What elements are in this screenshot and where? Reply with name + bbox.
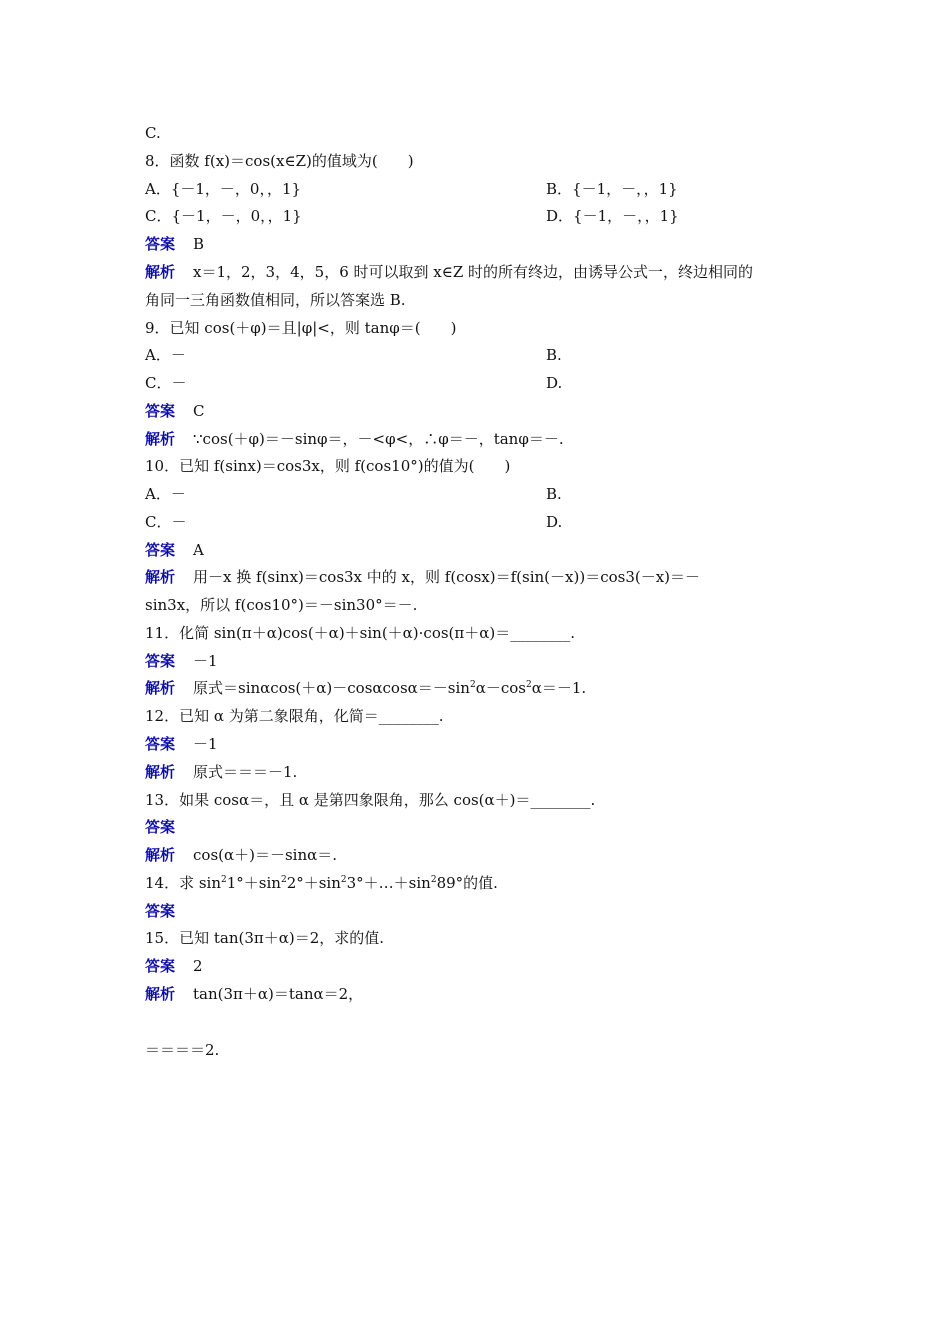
answer-line (145, 540, 204, 560)
option-c: C．{－1，－，0，，1} (145, 207, 302, 225)
analysis-label: 解析 (145, 568, 176, 586)
analysis-label: 解析 (145, 763, 176, 781)
option-c: C．－ (145, 513, 187, 531)
analysis-label: 解析 (145, 430, 176, 448)
answer-line (145, 401, 205, 421)
superscript: 2 (280, 875, 287, 885)
question-text: 14．求 sin (145, 874, 222, 892)
answer-line (145, 901, 175, 921)
text-line: ＝＝＝＝2. (145, 1041, 220, 1059)
text-line: C. (145, 124, 161, 142)
answer-label: 答案 (145, 235, 176, 253)
answer-label: 答案 (145, 652, 176, 670)
answer-line (145, 651, 218, 671)
question-10: 10．已知 f(sinx)＝cos3x，则 f(cos10°)的值为( ) (145, 457, 511, 475)
answer-label: 答案 (145, 957, 176, 975)
option-c: C．－ (145, 374, 187, 392)
answer-value: －1 (193, 735, 218, 753)
option-a: A．－ (145, 485, 186, 503)
option-b: B. (546, 485, 562, 503)
answer-value: B (193, 235, 205, 253)
superscript: 2 (469, 680, 476, 690)
analysis-line (145, 429, 564, 449)
superscript: 2 (221, 875, 227, 885)
question-text: 2°＋sin (286, 874, 341, 892)
question-9: 9．已知 cos(＋φ)＝且|φ|<，则 tanφ＝( ) (145, 319, 457, 337)
analysis-label: 解析 (145, 985, 176, 1003)
analysis-text: α＝－1. (531, 679, 587, 697)
answer-label: 答案 (145, 735, 176, 753)
answer-line (145, 734, 218, 754)
answer-line (145, 817, 175, 837)
answer-value: A (193, 541, 204, 559)
analysis-line (145, 262, 753, 282)
analysis-label: 解析 (145, 846, 176, 864)
question-13: 13．如果 cosα＝，且 α 是第四象限角，那么 cos(α＋)＝________. (145, 791, 596, 809)
analysis-line (145, 762, 297, 782)
question-text: 1°＋sin (226, 874, 281, 892)
analysis-text: 原式＝sinαcos(＋α)－cosαcosα＝－sin (193, 679, 470, 697)
question-text: 89°的值. (436, 874, 498, 892)
question-text: 3°＋…＋sin (346, 874, 431, 892)
analysis-label: 解析 (145, 263, 176, 281)
analysis-line (145, 845, 337, 865)
analysis-text: tan(3π＋α)＝tanα＝2， (193, 985, 364, 1003)
answer-label: 答案 (145, 818, 176, 836)
analysis-text: 原式＝＝＝－1. (193, 763, 298, 781)
superscript: 2 (525, 680, 532, 690)
option-a: A．－ (145, 346, 186, 364)
analysis-line (145, 567, 700, 587)
analysis-text: ∵cos(＋φ)＝－sinφ＝，－<φ<，∴φ＝－，tanφ＝－. (193, 430, 564, 448)
answer-label: 答案 (145, 902, 176, 920)
option-d: D．{－1，－，，1} (546, 207, 679, 225)
superscript: 2 (340, 875, 347, 885)
analysis-label: 解析 (145, 679, 176, 697)
question-15: 15．已知 tan(3π＋α)＝2，求的值. (145, 929, 385, 947)
question-8: 8．函数 f(x)＝cos(x∈Z)的值域为( ) (145, 152, 414, 170)
analysis-text: 用－x 换 f(sinx)＝cos3x 中的 x，则 f(cosx)＝f(sin(－x))＝cos3(－x)＝－ (193, 568, 701, 586)
analysis-line (145, 984, 363, 1004)
text-line: 角同一三角函数值相同，所以答案选 B. (145, 291, 406, 309)
superscript: 2 (430, 875, 437, 885)
option-a: A．{－1，－，0，，1} (145, 180, 302, 198)
answer-value: 2 (193, 957, 203, 975)
answer-label: 答案 (145, 541, 176, 559)
answer-label: 答案 (145, 402, 176, 420)
question-11: 11．化简 sin(π＋α)cos(＋α)＋sin(＋α)·cos(π＋α)＝________. (145, 624, 576, 642)
answer-line (145, 956, 203, 976)
analysis-line (145, 678, 586, 698)
option-b: B．{－1，－，，1} (546, 180, 678, 198)
option-d: D. (546, 513, 563, 531)
option-b: B. (546, 346, 562, 364)
answer-value: －1 (193, 652, 218, 670)
analysis-text: α－cos (475, 679, 526, 697)
answer-line (145, 234, 204, 254)
option-d: D. (546, 374, 563, 392)
analysis-text: cos(α＋)＝－sinα＝. (193, 846, 338, 864)
analysis-text: x＝1，2，3，4，5，6 时可以取到 x∈Z 时的所有终边，由诱导公式一，终边相同的 (193, 263, 754, 281)
question-12: 12．已知 α 为第二象限角，化简＝________. (145, 707, 444, 725)
text-line: sin3x，所以 f(cos10°)＝－sin30°＝－. (145, 596, 418, 614)
answer-value: C (193, 402, 205, 420)
question-14 (145, 873, 498, 893)
